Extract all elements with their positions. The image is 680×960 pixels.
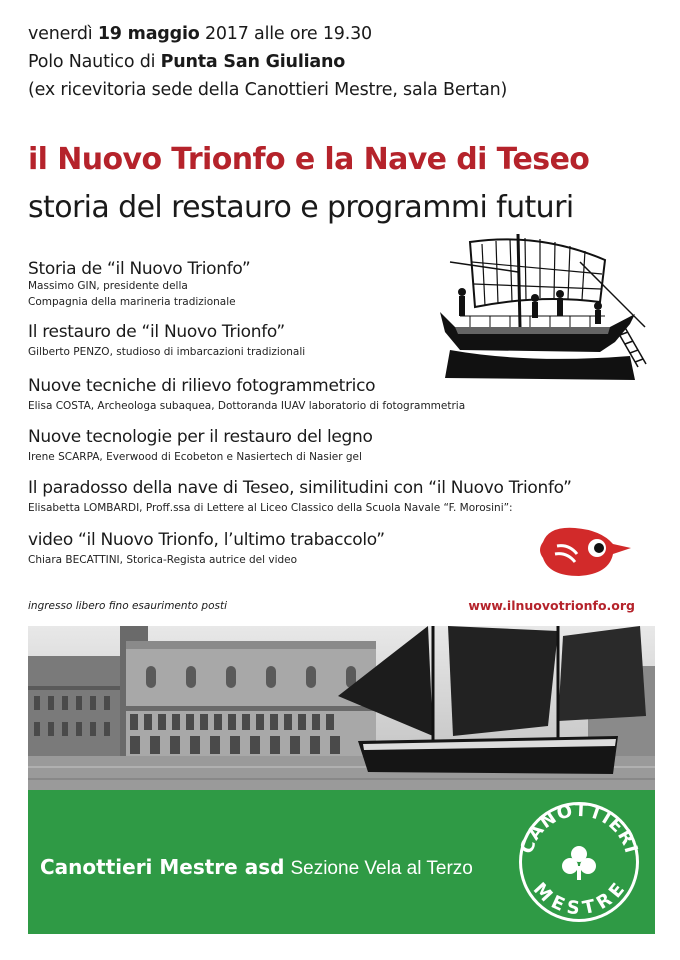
poster-subtitle: storia del restauro e programmi futuri [28,190,574,225]
footer-organization [40,855,473,880]
talk-speaker-5: Elisabetta LOMBARDI, Proff.ssa di Lettere al Liceo Classico della Scuola Navale “F. Morosini”: [28,502,513,514]
venue-prefix: Polo Nautico di [28,52,161,72]
talk-speaker-4: Irene SCARPA, Everwood di Ecobeton e Nasiertech di Nasier gel [28,451,362,463]
event-date: 19 maggio [97,24,200,44]
ancient-ship-illustration [430,232,655,380]
talk-speaker-3: Elisa COSTA, Archeologa subaquea, Dottoranda IUAV laboratorio di fotogrammetria [28,400,466,412]
event-venue-line [28,50,345,74]
footer-org-name: Canottieri Mestre asd [40,855,285,879]
talk-title-4: Nuove tecnologie per il restauro del legno [28,427,373,447]
venice-photo [28,626,655,790]
talk-speaker-2: Gilberto PENZO, studioso di imbarcazioni tradizionali [28,346,306,358]
event-time: 2017 alle ore 19.30 [199,24,372,44]
logo-text-bottom: MESTRE [528,878,630,920]
canottieri-mestre-logo [513,800,645,924]
entry-note: ingresso libero fino esaurimento posti [28,600,228,612]
venue-name: Punta San Giuliano [160,52,346,72]
date-prefix: venerdì [28,24,98,44]
venue-detail: (ex ricevitoria sede della Canottieri Mestre, sala Bertan) [28,80,508,100]
website-link[interactable]: www.ilnuovotrionfo.org [468,598,635,613]
talk-speaker-1-affiliation: Compagnia della marineria tradizionale [28,296,236,308]
talk-speaker-1: Massimo GIN, presidente della [28,280,188,292]
footer-section-name: Sezione Vela al Terzo [290,858,473,879]
bird-logo-icon [535,520,635,582]
logo-text-top: CANOTTIERI [516,800,642,857]
talk-title-1: Storia de “il Nuovo Trionfo” [28,259,251,279]
poster-title: il Nuovo Trionfo e la Nave di Teseo [28,142,590,177]
talk-title-3: Nuove tecniche di rilievo fotogrammetrico [28,376,376,396]
talk-title-6: video “il Nuovo Trionfo, l’ultimo trabaccolo” [28,530,385,550]
event-date-line [28,22,372,46]
talk-speaker-6: Chiara BECATTINI, Storica-Regista autrice del video [28,554,298,566]
talk-title-5: Il paradosso della nave di Teseo, similitudini con “il Nuovo Trionfo” [28,478,572,498]
talk-title-2: Il restauro de “il Nuovo Trionfo” [28,322,285,342]
